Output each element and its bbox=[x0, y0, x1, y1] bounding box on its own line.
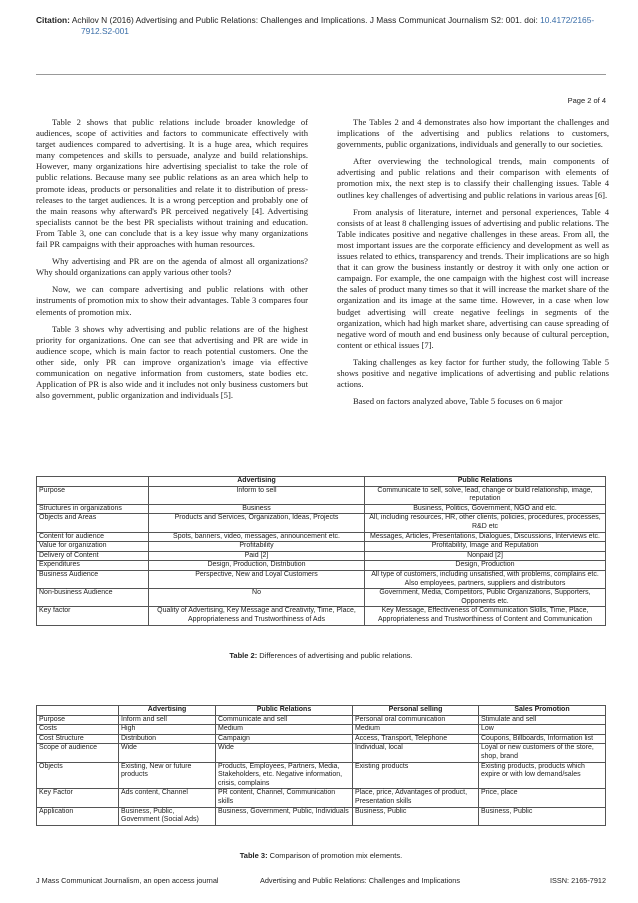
table-cell: Profitability bbox=[149, 542, 365, 552]
table-row bbox=[37, 542, 606, 552]
table-cell: Communicate and sell bbox=[216, 715, 353, 725]
row-label-cell: Expenditures bbox=[37, 561, 149, 571]
table-cell: Place, price, Advantages of product, Presentation skills bbox=[353, 789, 479, 807]
table-row bbox=[37, 725, 606, 735]
table-row bbox=[37, 807, 606, 825]
right-column bbox=[337, 117, 609, 413]
paragraph: From analysis of literature, internet and personal experiences, Table 4 consists of at least 8 challenging issues of advertising and public relations. The Table indicates positive and negative challenges in these areas. From all, the most important issues are the corporate efficiency and development as well as issues related to ethics, transparency and trends. Their implications are so high that it can grow the business instantly or destroy it with only one action or campaign. For example, the one campaign with the highest cost will increase the sales of product many times so that it will increase the market share of the organization and its image at the same time. However, in a case when low budget advertising will create negative feelings in segments of the organization, which had high market share, advertising can cause spreading of negative word of mouth and end business only because of cultural perception, content or ethical issues [7]. bbox=[337, 206, 609, 350]
citation-label: Citation: bbox=[36, 15, 70, 25]
table-cell: Access, Transport, Telephone bbox=[353, 734, 479, 744]
table-cell: Medium bbox=[216, 725, 353, 735]
caption-text: Comparison of promotion mix elements. bbox=[267, 851, 403, 860]
table-row bbox=[37, 789, 606, 807]
paragraph: After overviewing the technological trends, main components of advertising and public relations and their comparison with elements of promotion mix, the next step is to classify their challenging issues. Table 4 outlines key challenges of advertising and public relations in various areas [6]. bbox=[337, 156, 609, 200]
row-label-cell: Cost Structure bbox=[37, 734, 119, 744]
table-cell: Quality of Advertising, Key Message and Creativity, Time, Place, Appropriateness and Trustworthiness of Ads bbox=[149, 607, 365, 625]
table-cell: Business, Public bbox=[353, 807, 479, 825]
paragraph: Table 3 shows why advertising and public relations are of the highest priority for organizations. One can see that advertising and PR are wide in audience scope, which is main factor to reach potential customers. One the other side, only PR can improve organization's image via effective communication on negative information from customers, state bodies etc. Application of PR is also wide and it includes not only business customers but also government, public organization and individuals [5]. bbox=[36, 323, 308, 401]
table-cell: Key Message, Effectiveness of Communication Skills, Time, Place, Appropriateness and Trustworthiness of Content and Communication bbox=[365, 607, 606, 625]
caption-label: Table 3: bbox=[239, 851, 268, 860]
table-cell: Ads content, Channel bbox=[119, 789, 216, 807]
citation bbox=[36, 15, 606, 37]
row-label-cell: Objects and Areas bbox=[37, 514, 149, 532]
table-header-row bbox=[37, 706, 606, 716]
table-cell: Medium bbox=[353, 725, 479, 735]
table-cell: No bbox=[149, 589, 365, 607]
row-label-cell: Purpose bbox=[37, 715, 119, 725]
paragraph: Taking challenges as key factor for further study, the following Table 5 shows positive and negative implications of advertising and public relations actions. bbox=[337, 356, 609, 390]
citation-text: Achilov N (2016) Advertising and Public Relations: Challenges and Implications. J Mass Communicat Journalism S2: 001. doi: bbox=[71, 15, 541, 25]
caption-label: Table 2: bbox=[229, 651, 258, 660]
row-label-cell: Key Factor bbox=[37, 789, 119, 807]
table-cell: Individual, local bbox=[353, 744, 479, 762]
table-cell: Loyal or new customers of the store, shop, brand bbox=[479, 744, 606, 762]
paragraph: Based on factors analyzed above, Table 5 focuses on 6 major bbox=[353, 396, 563, 407]
page-number: Page 2 of 4 bbox=[567, 96, 606, 105]
table-cell: High bbox=[119, 725, 216, 735]
caption-text: Differences of advertising and public relations. bbox=[257, 651, 413, 660]
row-label-cell: Key factor bbox=[37, 607, 149, 625]
header-cell bbox=[37, 477, 149, 487]
table-row bbox=[37, 514, 606, 532]
row-label-cell: Value for organization bbox=[37, 542, 149, 552]
row-label-cell: Scope of audience bbox=[37, 744, 119, 762]
table-row bbox=[37, 532, 606, 542]
paragraph: Now, we can compare advertising and public relations with other instruments of promotion mix to show their advantages. Table 3 compares four elements of promotion mix. bbox=[36, 284, 308, 317]
table-cell: Products and Services, Organization, Ideas, Projects bbox=[149, 514, 365, 532]
table-cell: Existing products bbox=[353, 762, 479, 789]
table-cell: Nonpaid [2] bbox=[365, 551, 606, 561]
table-cell: Messages, Articles, Presentations, Dialogues, Discussions, Interviews etc. bbox=[365, 532, 606, 542]
table-row bbox=[37, 715, 606, 725]
row-label-cell: Business Audience bbox=[37, 570, 149, 588]
row-label-cell: Non-business Audience bbox=[37, 589, 149, 607]
table-cell: Distribution bbox=[119, 734, 216, 744]
row-label-cell: Objects bbox=[37, 762, 119, 789]
table-cell: Spots, banners, video, messages, announcement etc. bbox=[149, 532, 365, 542]
table-cell: Business, Government, Public, Individuals bbox=[216, 807, 353, 825]
table-row bbox=[37, 762, 606, 789]
table-3-caption bbox=[36, 851, 606, 860]
table-3 bbox=[36, 705, 606, 826]
table-cell: Profitability, Image and Reputation bbox=[365, 542, 606, 552]
footer-journal: J Mass Communicat Journalism, an open access journal bbox=[36, 876, 219, 885]
table-cell: Communicate to sell, solve, lead, change or build relationship, image, reputation bbox=[365, 486, 606, 504]
table-cell: Wide bbox=[119, 744, 216, 762]
header-cell: Advertising bbox=[149, 477, 365, 487]
header-divider bbox=[36, 74, 606, 75]
table-cell: Inform to sell bbox=[149, 486, 365, 504]
table-row bbox=[37, 744, 606, 762]
header-cell: Advertising bbox=[119, 706, 216, 716]
row-label-cell: Content for audience bbox=[37, 532, 149, 542]
table-cell: Government, Media, Competitors, Public Organizations, Supporters, Opponents etc. bbox=[365, 589, 606, 607]
table-row bbox=[37, 486, 606, 504]
table-cell: Stimulate and sell bbox=[479, 715, 606, 725]
header-cell bbox=[37, 706, 119, 716]
table-cell: Business, Politics, Government, NGO and etc. bbox=[365, 504, 606, 514]
row-label-cell: Purpose bbox=[37, 486, 149, 504]
left-column bbox=[36, 117, 308, 407]
table-row bbox=[37, 589, 606, 607]
table-2-caption bbox=[36, 651, 606, 660]
doi-link-continued[interactable]: 7912.S2-001 bbox=[81, 26, 129, 36]
row-label-cell: Delivery of Content bbox=[37, 551, 149, 561]
table-cell: Personal oral communication bbox=[353, 715, 479, 725]
table-cell: Design, Production, Distribution bbox=[149, 561, 365, 571]
table-cell: Campaign bbox=[216, 734, 353, 744]
table-cell: All, including resources, HR, other clients, policies, procedures, processes, R&D etc bbox=[365, 514, 606, 532]
table-cell: PR content, Channel, Communication skills bbox=[216, 789, 353, 807]
table-cell: All type of customers, including unsatisfied, with problems, complains etc. Also employees, partners, suppliers and distributors bbox=[365, 570, 606, 588]
table-cell: Inform and sell bbox=[119, 715, 216, 725]
table-cell: Existing products, products which expire or with low demand/sales bbox=[479, 762, 606, 789]
header-cell: Sales Promotion bbox=[479, 706, 606, 716]
table-row bbox=[37, 504, 606, 514]
table-header-row bbox=[37, 477, 606, 487]
row-label-cell: Structures in organizations bbox=[37, 504, 149, 514]
paragraph: Why advertising and PR are on the agenda of almost all organizations? Why should organizations can apply various other tools? bbox=[36, 256, 308, 278]
table-cell: Wide bbox=[216, 744, 353, 762]
table-cell: Coupons, Billboards, Information list bbox=[479, 734, 606, 744]
doi-link[interactable]: 10.4172/2165- bbox=[540, 15, 595, 25]
table-row bbox=[37, 570, 606, 588]
row-label-cell: Costs bbox=[37, 725, 119, 735]
table-cell: Products, Employees, Partners, Media, Stakeholders, etc. Negative information, crisis, complains bbox=[216, 762, 353, 789]
header-cell: Public Relations bbox=[365, 477, 606, 487]
row-label-cell: Application bbox=[37, 807, 119, 825]
table-cell: Price, place bbox=[479, 789, 606, 807]
table-row bbox=[37, 607, 606, 625]
table-row bbox=[37, 734, 606, 744]
paragraph: The Tables 2 and 4 demonstrates also how important the challenges and implications of the advertising and publics relations to customers, governments, public organizations, individuals and generally to our societies. bbox=[337, 117, 609, 150]
table-cell: Perspective, New and Loyal Customers bbox=[149, 570, 365, 588]
table-cell: Paid [2] bbox=[149, 551, 365, 561]
table-2 bbox=[36, 476, 606, 626]
table-cell: Existing, New or future products bbox=[119, 762, 216, 789]
footer-title: Advertising and Public Relations: Challenges and Implications bbox=[260, 876, 460, 885]
header-cell: Public Relations bbox=[216, 706, 353, 716]
table-cell: Business bbox=[149, 504, 365, 514]
table-row bbox=[37, 551, 606, 561]
table-row bbox=[37, 561, 606, 571]
table-cell: Low bbox=[479, 725, 606, 735]
table-cell: Design, Production bbox=[365, 561, 606, 571]
table-cell: Business, Public bbox=[479, 807, 606, 825]
footer-issn: ISSN: 2165-7912 bbox=[550, 876, 606, 885]
table-cell: Business, Public, Government (Social Ads) bbox=[119, 807, 216, 825]
paragraph: Table 2 shows that public relations include broader knowledge of audiences, scope of activities and factors to communicate effectively with target audiences compared to advertising. It is a huge area, which requires many competences and skills to persuade, analyze and build relationships. However, many organizations hire advertising specialist to take the role of public relations. Because many see public relations as an area which help to promote ideas, products or personalities and relate it to distribution of press-releases to the target audiences. It is a wrong perception and probably one of the main reasons why afterward's PR perceived negatively [4]. Advertising specialists cannot be the best PR specialists without training and education. From Table 3, one can conclude that is a key issue why many organizations fail PR campaigns with their approaches with human resources. bbox=[36, 117, 308, 250]
header-cell: Personal selling bbox=[353, 706, 479, 716]
